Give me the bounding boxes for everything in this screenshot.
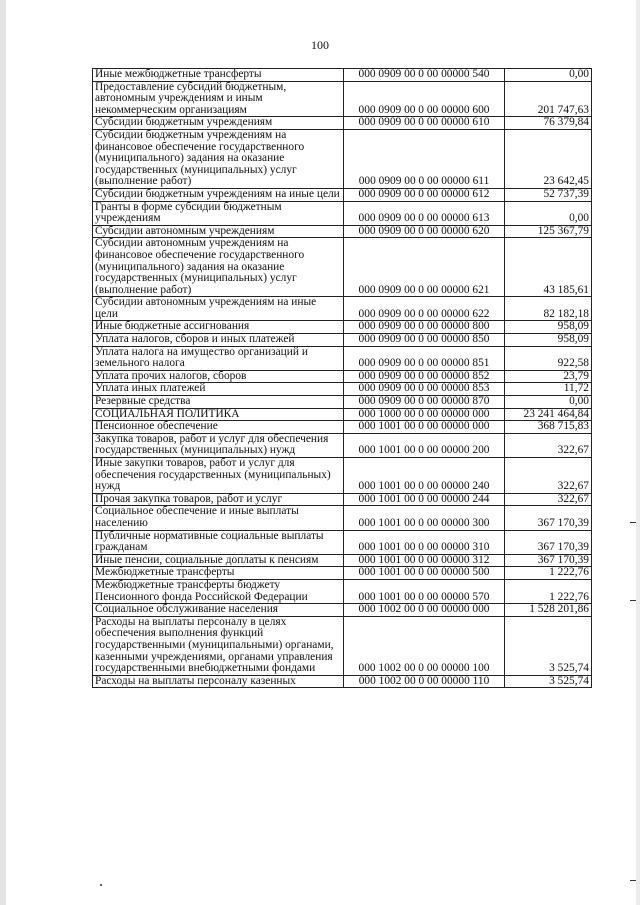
row-amount: 322,67 — [505, 493, 592, 506]
row-amount: 1 222,76 — [505, 579, 592, 603]
row-amount: 322,67 — [505, 458, 592, 494]
row-code: 000 0909 00 0 00 00000 610 — [344, 117, 505, 130]
row-code: 000 1001 00 0 00 00000 312 — [344, 554, 505, 567]
budget-table — [92, 68, 592, 688]
table-row — [93, 383, 592, 396]
table-row — [93, 81, 592, 117]
row-amount: 0,00 — [505, 201, 592, 225]
row-amount: 3 525,74 — [505, 616, 592, 675]
table-row — [93, 321, 592, 334]
row-name: Пенсионное обеспечение — [93, 421, 344, 434]
budget-table-body — [93, 69, 592, 688]
row-amount: 322,67 — [505, 433, 592, 457]
table-row — [93, 346, 592, 370]
row-name: СОЦИАЛЬНАЯ ПОЛИТИКА — [93, 408, 344, 421]
row-amount: 0,00 — [505, 396, 592, 409]
scan-mark — [630, 522, 636, 523]
row-amount: 23 241 464,84 — [505, 408, 592, 421]
row-name: Иные бюджетные ассигнования — [93, 321, 344, 334]
row-code: 000 0909 00 0 00 00000 852 — [344, 370, 505, 383]
row-code: 000 1001 00 0 00 00000 240 — [344, 458, 505, 494]
row-name: Субсидии автономным учреждениям — [93, 225, 344, 238]
table-row — [93, 567, 592, 580]
row-amount: 1 222,76 — [505, 567, 592, 580]
row-name: Межбюджетные трансферты бюджету Пенсионного фонда Российской Федерации — [93, 579, 344, 603]
row-code: 000 0909 00 0 00 00000 620 — [344, 225, 505, 238]
row-amount: 367 170,39 — [505, 554, 592, 567]
table-row — [93, 188, 592, 201]
row-name: Иные межбюджетные трансферты — [93, 69, 344, 82]
table-row — [93, 117, 592, 130]
row-name: Межбюджетные трансферты — [93, 567, 344, 580]
row-amount: 3 525,74 — [505, 675, 592, 688]
row-code: 000 0909 00 0 00 00000 621 — [344, 238, 505, 297]
row-amount: 76 379,84 — [505, 117, 592, 130]
row-name: Прочая закупка товаров, работ и услуг — [93, 493, 344, 506]
row-code: 000 1002 00 0 00 00000 110 — [344, 675, 505, 688]
scan-dot — [100, 884, 102, 886]
scan-mark — [630, 600, 636, 601]
row-amount: 43 185,61 — [505, 238, 592, 297]
row-amount: 201 747,63 — [505, 81, 592, 117]
row-name: Социальное обеспечение и иные выплаты населению — [93, 506, 344, 530]
scan-left-edge — [0, 0, 6, 905]
row-code: 000 0909 00 0 00 00000 870 — [344, 396, 505, 409]
row-amount: 52 737,39 — [505, 188, 592, 201]
row-name: Уплата налогов, сборов и иных платежей — [93, 334, 344, 347]
row-name: Уплата прочих налогов, сборов — [93, 370, 344, 383]
row-amount: 82 182,18 — [505, 297, 592, 321]
row-name: Расходы на выплаты персоналу казенных — [93, 675, 344, 688]
row-name: Закупка товаров, работ и услуг для обеспечения государственных (муниципальных) нужд — [93, 433, 344, 457]
row-amount: 367 170,39 — [505, 530, 592, 554]
row-name: Субсидии бюджетным учреждениям — [93, 117, 344, 130]
scan-right-edge — [636, 0, 640, 905]
row-amount: 922,58 — [505, 346, 592, 370]
table-row — [93, 506, 592, 530]
table-row — [93, 675, 592, 688]
row-code: 000 1001 00 0 00 00000 000 — [344, 421, 505, 434]
row-code: 000 1000 00 0 00 00000 000 — [344, 408, 505, 421]
row-code: 000 0909 00 0 00 00000 850 — [344, 334, 505, 347]
row-code: 000 0909 00 0 00 00000 853 — [344, 383, 505, 396]
table-row — [93, 493, 592, 506]
row-code: 000 0909 00 0 00 00000 540 — [344, 69, 505, 82]
row-amount: 958,09 — [505, 321, 592, 334]
row-name: Иные пенсии, социальные доплаты к пенсиям — [93, 554, 344, 567]
row-amount: 23,79 — [505, 370, 592, 383]
row-amount: 367 170,39 — [505, 506, 592, 530]
row-name: Субсидии автономным учреждениям на финансовое обеспечение государственного (муниципального) задания на оказание государственных (муниципальных) услуг (выполнение работ) — [93, 238, 344, 297]
row-code: 000 0909 00 0 00 00000 612 — [344, 188, 505, 201]
row-code: 000 0909 00 0 00 00000 851 — [344, 346, 505, 370]
row-name: Субсидии автономным учреждениям на иные цели — [93, 297, 344, 321]
row-name: Социальное обслуживание населения — [93, 604, 344, 617]
row-code: 000 0909 00 0 00 00000 800 — [344, 321, 505, 334]
row-name: Расходы на выплаты персоналу в целях обеспечения выполнения функций государственными (муниципальными) органами, казенными учреждениями, органами управления государственными внебюджетными фондами — [93, 616, 344, 675]
row-name: Предоставление субсидий бюджетным, автономным учреждениям и иным некоммерческим организациям — [93, 81, 344, 117]
row-amount: 125 367,79 — [505, 225, 592, 238]
table-row — [93, 334, 592, 347]
scan-mark — [630, 880, 636, 881]
table-row — [93, 616, 592, 675]
row-name: Уплата иных платежей — [93, 383, 344, 396]
row-name: Иные закупки товаров, работ и услуг для обеспечения государственных (муниципальных) нужд — [93, 458, 344, 494]
row-code: 000 1001 00 0 00 00000 244 — [344, 493, 505, 506]
table-row — [93, 421, 592, 434]
table-row — [93, 579, 592, 603]
row-name: Публичные нормативные социальные выплаты гражданам — [93, 530, 344, 554]
row-code: 000 0909 00 0 00 00000 622 — [344, 297, 505, 321]
row-code: 000 1002 00 0 00 00000 000 — [344, 604, 505, 617]
table-row — [93, 604, 592, 617]
table-row — [93, 396, 592, 409]
row-name: Гранты в форме субсидии бюджетным учреждениям — [93, 201, 344, 225]
row-code: 000 1002 00 0 00 00000 100 — [344, 616, 505, 675]
table-row — [93, 129, 592, 188]
row-code: 000 0909 00 0 00 00000 613 — [344, 201, 505, 225]
row-code: 000 0909 00 0 00 00000 611 — [344, 129, 505, 188]
row-amount: 958,09 — [505, 334, 592, 347]
page-number: 100 — [311, 38, 329, 52]
row-code: 000 1001 00 0 00 00000 500 — [344, 567, 505, 580]
table-row — [93, 433, 592, 457]
table-row — [93, 530, 592, 554]
row-name: Субсидии бюджетным учреждениям на финансовое обеспечение государственного (муниципального) задания на оказание государственных (муниципальных) услуг (выполнение работ) — [93, 129, 344, 188]
table-row — [93, 238, 592, 297]
table-row — [93, 458, 592, 494]
row-amount: 1 528 201,86 — [505, 604, 592, 617]
row-code: 000 1001 00 0 00 00000 200 — [344, 433, 505, 457]
table-row — [93, 201, 592, 225]
row-name: Резервные средства — [93, 396, 344, 409]
row-amount: 23 642,45 — [505, 129, 592, 188]
row-name: Субсидии бюджетным учреждениям на иные цели — [93, 188, 344, 201]
row-amount: 11,72 — [505, 383, 592, 396]
table-row — [93, 408, 592, 421]
table-row — [93, 225, 592, 238]
table-row — [93, 297, 592, 321]
row-code: 000 1001 00 0 00 00000 310 — [344, 530, 505, 554]
table-row — [93, 554, 592, 567]
table-row — [93, 69, 592, 82]
table-row — [93, 370, 592, 383]
row-code: 000 1001 00 0 00 00000 300 — [344, 506, 505, 530]
row-name: Уплата налога на имущество организаций и земельного налога — [93, 346, 344, 370]
row-amount: 368 715,83 — [505, 421, 592, 434]
row-amount: 0,00 — [505, 69, 592, 82]
row-code: 000 1001 00 0 00 00000 570 — [344, 579, 505, 603]
row-code: 000 0909 00 0 00 00000 600 — [344, 81, 505, 117]
